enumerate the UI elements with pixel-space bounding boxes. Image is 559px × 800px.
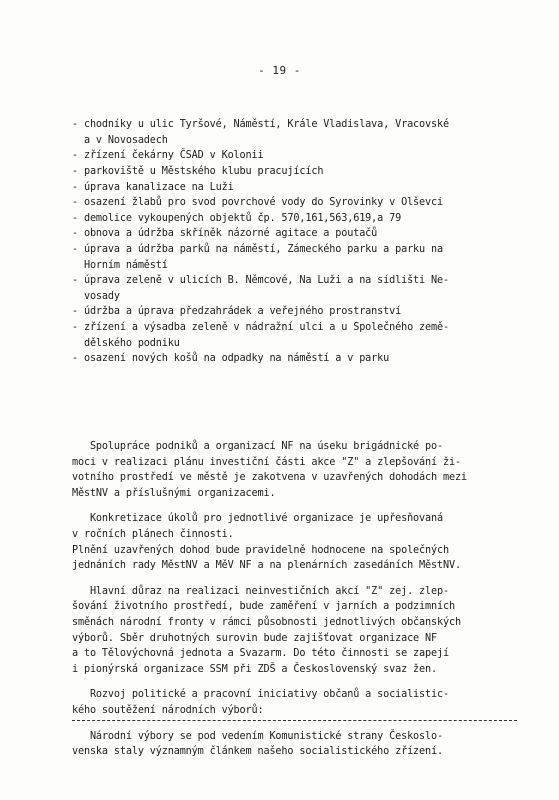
list-item-line: - osazení nových košů na odpadky na náměstí a v parku xyxy=(72,353,390,365)
list-item xyxy=(72,304,512,320)
paragraph xyxy=(72,729,512,760)
list-item xyxy=(72,226,512,242)
list-item-line: - úprava kanalizace na Luži xyxy=(72,181,234,193)
paragraph xyxy=(72,439,512,501)
paragraphs xyxy=(72,439,512,760)
paragraph-line: Národní výbory se pod vedením Komunistické strany Českoslo- xyxy=(72,730,443,742)
paragraph-line: Konkretizace úkolů pro jednotlivé organizace je upřesňovaná xyxy=(72,513,443,525)
list-item xyxy=(72,242,512,273)
paragraph-line: kého soutěžení národních výborů: xyxy=(72,704,264,716)
list-item xyxy=(72,195,512,211)
list-item-line: a v Novosadech xyxy=(72,134,168,146)
list-item-line: - chodníky u ulic Tyršové, Náměstí, Krále Vladislava, Vracovské xyxy=(72,119,449,131)
paragraph-line: i pionýrská organizace SSM při ZDŠ a Československý svaz žen. xyxy=(72,663,437,675)
list-item xyxy=(72,164,512,180)
list-item xyxy=(72,211,512,227)
paragraph-line: moci v realizaci plánu investiční části akce "Z" a zlepšování ži- xyxy=(72,456,461,468)
paragraph-line: směnách národní fronty v rámci působnosti jednotlivých občanských xyxy=(72,617,461,628)
list-item-line: - osazení žlabů pro svod povrchové vody do Syrovinky v Olševci xyxy=(72,197,443,209)
list-item-line: dělského podniku xyxy=(72,337,180,349)
paragraph xyxy=(72,584,512,678)
paragraph-line: Plnění uzavřených dohod bude pravidelně hodnocene na společných xyxy=(72,544,449,556)
list-item xyxy=(72,273,512,304)
list-item-line: - úprava zeleně v ulicích B. Němcové, Na Luži a na sídlišti Ne- xyxy=(72,275,449,287)
list-item-line: - demolice vykoupených objektů čp. 570,161,563,619,a 79 xyxy=(72,212,402,224)
paragraph-line: Spolupráce podniků a organizací NF na úseku brigádnické po- xyxy=(72,441,443,453)
list-item xyxy=(72,351,512,367)
list-item xyxy=(72,148,512,164)
page-number: - 19 - xyxy=(258,64,301,77)
paragraph-line: MěstNV a příslušnými organizacemi. xyxy=(72,487,276,499)
list-item-line: vosady xyxy=(72,290,120,302)
paragraph-line: a to Tělovýchovná jednota a Svazarm. Do této činnosti se zapejí xyxy=(72,648,449,660)
list-item xyxy=(72,117,512,148)
list-item xyxy=(72,180,512,196)
list-item-line: - zřízení čekárny ČSAD v Kolonii xyxy=(72,150,264,162)
list-item-line: Horním náměstí xyxy=(72,259,168,271)
paragraph-line: votního prostředí ve městě je zakotvena v uzavřených dohodách mezi xyxy=(72,472,467,484)
list-item-line: - údržba a úprava předzahrádek a veřejného prostranství xyxy=(72,306,402,318)
paragraph-line: jednáních rady MěstNV a MěV NF a na plenárních zasedáních MěstNV. xyxy=(72,560,461,572)
dashed-rule xyxy=(72,720,517,727)
paragraph-line: výborů. Sběr druhotných surovin bude zajišťovat organizace NF xyxy=(72,632,437,644)
paragraph-line: Rozvoj politické a pracovní iniciativy občanů a socialistic- xyxy=(72,689,449,701)
paragraph xyxy=(72,687,512,718)
list-item-line: - obnova a údržba skříněk názorné agitace a poutačů xyxy=(72,228,378,240)
list-item xyxy=(72,320,512,351)
page-body xyxy=(72,86,512,791)
paragraph-line: v ročních plánech činnosti. xyxy=(72,529,234,541)
paragraph-line: venska staly významným článkem našeho socialistického zřízení. xyxy=(72,746,443,758)
paragraph-line: Hlavní důraz na realizaci neinvestičních akcí "Z" zej. zlep- xyxy=(72,585,449,597)
list-item-line: - parkoviště u Městského klubu pracujících xyxy=(72,165,324,177)
paragraph xyxy=(72,511,512,573)
paragraph-line: šování životního prostředí, bude zaměření v jarních a podzimních xyxy=(72,601,455,613)
list-item-line: - úprava a údržba parků na náměstí, Zámeckého parku a parku na xyxy=(72,243,443,255)
list-item-line: - zřízení a výsadba zeleně v nádražní ulci a u Společného země- xyxy=(72,321,449,333)
bullet-list xyxy=(72,117,512,367)
